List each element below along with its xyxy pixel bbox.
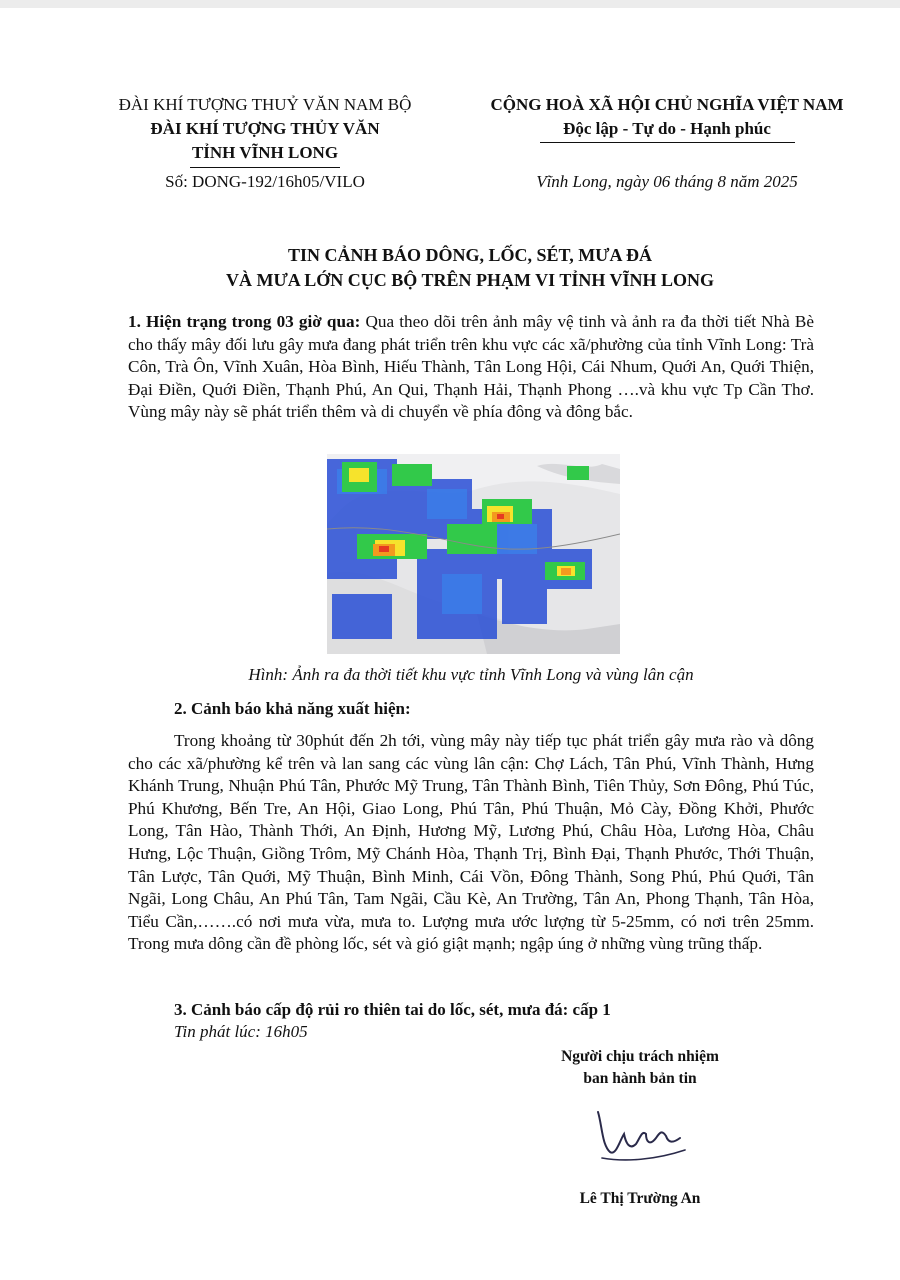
signer-title-line-2: ban hành bản tin (583, 1070, 697, 1087)
parent-agency: ĐÀI KHÍ TƯỢNG THUỶ VĂN NAM BỘ (118, 95, 412, 114)
handwritten-signature (580, 1100, 700, 1170)
section-1-heading: 1. Hiện trạng trong 03 giờ qua: (128, 312, 361, 331)
agency-name: ĐÀI KHÍ TƯỢNG THỦY VĂN (150, 119, 380, 138)
issued-time: Tin phát lúc: 16h05 (174, 1022, 308, 1041)
section-3-heading: 3. Cảnh báo cấp độ rủi ro thiên tai do lốc, sét, mưa đá: cấp 1 (174, 1000, 611, 1019)
radar-image (327, 454, 620, 654)
agency-underline (190, 167, 340, 168)
title-line-2: VÀ MƯA LỚN CỤC BỘ TRÊN PHẠM VI TỈNH VĨNH LONG (225, 270, 715, 290)
section-2-body: Trong khoảng từ 30phút đến 2h tới, vùng mây này tiếp tục phát triển gây mưa rào và dông cho các xã/phường kể trên và lan sang các vùng lân cận: Chợ Lách, Tân Phú, Vĩnh Thành, Hưng Khánh Trung, Nhuận Phú Tân, Phước Mỹ Trung, Tân Thành Bình, Tiên Thủy, Sơn Đông, Phú Túc, Phú Khương, Bến Tre, An Hội, Giao Long, Phú Tân, Phú Thuận, Mỏ Cày, Đồng Khởi, Phước Long, Tân Hào, Thành Thới, An Định, Hương Mỹ, Lương Phú, Châu Hòa, Lương Hòa, Châu Hưng, Lộc Thuận, Giồng Trôm, Mỹ Chánh Hòa, Thạnh Trị, Bình Đại, Thạnh Phước, Thới Thuận, Tân Lược, Tân Quới, Mỹ Thuận, Bình Minh, Cái Vồn, Đông Thành, Song Phú, Phú Quới, Tân Ngãi, Long Châu, An Phú Tân, Tam Ngãi, Cầu Kè, An Trường, Tân An, Phong Thạnh, Tân Hòa, Tiểu Cần,…….có nơi mưa vừa, mưa to. Lượng mưa ước lượng từ 5-25mm, có nơi trên 25mm. Trong mưa dông cần đề phòng lốc, sét và gió giật mạnh; ngập úng ở những vùng trũng thấp. (128, 731, 814, 954)
agency-header (90, 93, 440, 168)
title-line-1: TIN CẢNH BÁO DÔNG, LỐC, SÉT, MƯA ĐÁ (287, 245, 653, 265)
section-1-paragraph (128, 311, 814, 424)
national-header (452, 93, 882, 143)
signer-name: Lê Thị Trường An (579, 1190, 701, 1207)
national-motto: Độc lập - Tự do - Hạnh phúc (563, 119, 771, 138)
section-2-heading: 2. Cảnh báo khả năng xuất hiện: (174, 699, 411, 718)
section-1-body: Qua theo dõi trên ảnh mây vệ tinh và ảnh ra đa thời tiết Nhà Bè cho thấy mây đối lưu gây mưa đang phát triển trên khu vực các xã/phường của tỉnh Vĩnh Long: Trà Côn, Trà Ôn, Vĩnh Xuân, Hòa Bình, Hiếu Thành, Tân Long Hội, Cái Nhum, Quới An, Quới Thiện, Đại Điền, Quới Điền, Thạnh Phú, An Qui, Thạnh Hải, Thạnh Phong ….và khu vực Tp Cần Thơ. Vùng mây này sẽ phát triển thêm và di chuyển về phía đông và đông bắc. (128, 312, 814, 422)
signer-title (520, 1046, 760, 1090)
document-number: Số: DONG-192/16h05/VILO (165, 172, 365, 191)
national-name: CỘNG HOÀ XÃ HỘI CHỦ NGHĨA VIỆT NAM (490, 95, 844, 114)
figure-caption: Hình: Ảnh ra đa thời tiết khu vực tỉnh Vĩnh Long và vùng lân cận (248, 665, 694, 684)
document-title (90, 243, 850, 293)
signer-title-line-1: Người chịu trách nhiệm (561, 1048, 719, 1065)
motto-underline (540, 142, 795, 143)
document-date: Vĩnh Long, ngày 06 tháng 8 năm 2025 (536, 172, 798, 191)
radar-map-graphic (327, 454, 620, 654)
agency-province: TỈNH VĨNH LONG (191, 143, 339, 162)
